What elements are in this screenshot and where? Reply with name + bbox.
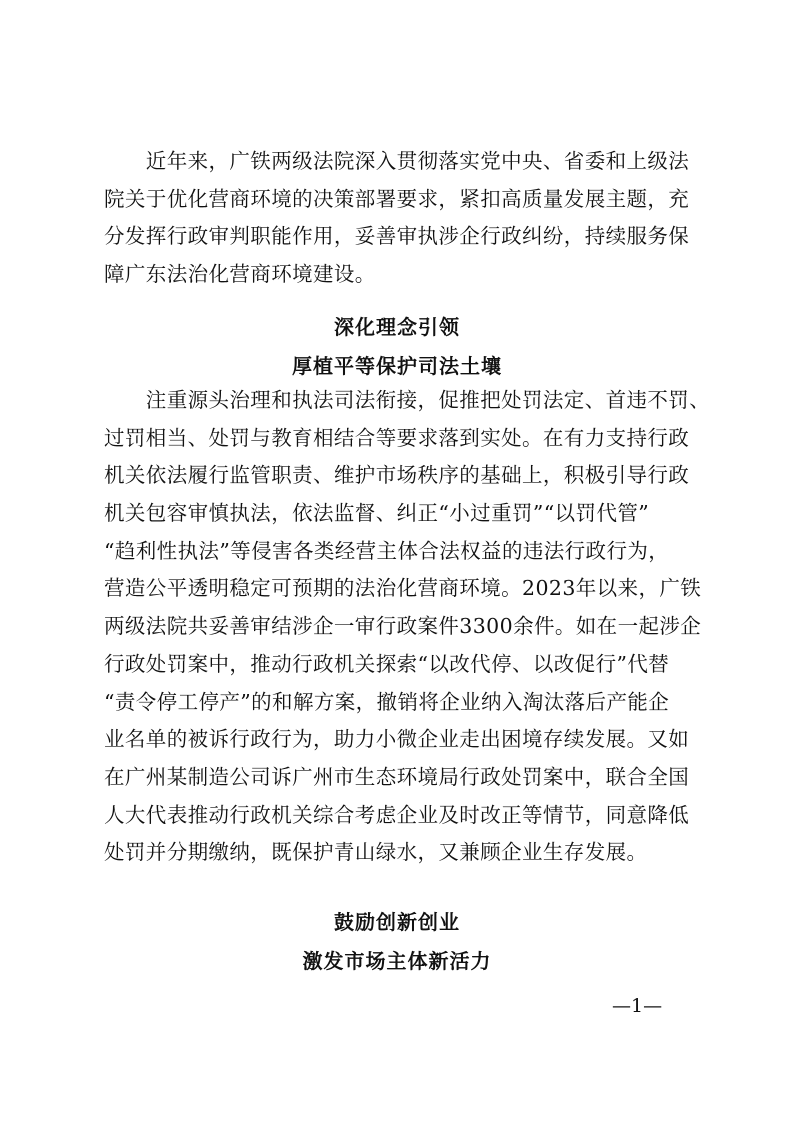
paragraph-line: 障广东法治化营商环境建设。 (104, 262, 376, 287)
intro-paragraph (104, 143, 690, 294)
paragraph-line: 行政处罚案中，推动行政机关探索“以改代停、以改促行”代替 (104, 651, 670, 676)
section1-paragraph (104, 382, 711, 872)
paragraph-line: “责令停工停产”的和解方案，撤销将企业纳入淘汰落后产能企 (104, 689, 670, 714)
paragraph-line: 业名单的被诉行政行为，助力小微企业走出困境存续发展。又如 (104, 727, 690, 752)
section1-heading-line2: 厚植平等保护司法土壤 (292, 354, 502, 378)
paragraph-line: 机关依法履行监管职责、维护市场秩序的基础上，积极引导行政 (104, 463, 690, 488)
section1-heading-line1: 深化理念引领 (334, 315, 460, 339)
paragraph-line: 分发挥行政审判职能作用，妥善审执涉企行政纠纷，持续服务保 (104, 224, 690, 249)
paragraph-line: 在广州某制造公司诉广州市生态环境局行政处罚案中，联合全国 (104, 764, 690, 789)
paragraph-line: 院关于优化营商环境的决策部署要求，紧扣高质量发展主题，充 (104, 186, 690, 211)
paragraph-line: “趋利性执法”等侵害各类经营主体合法权益的违法行政行为， (104, 538, 670, 563)
section2-heading-line1: 鼓励创新创业 (334, 910, 460, 934)
paragraph-line: 处罚并分期缴纳，既保护青山绿水，又兼顾企业生存发展。 (104, 840, 648, 865)
paragraph-line: 营造公平透明稳定可预期的法治化营商环境。2023年以来，广铁 (104, 576, 702, 601)
paragraph-line: 近年来，广铁两级法院深入贯彻落实党中央、省委和上级法 (104, 149, 690, 173)
paragraph-line: 人大代表推动行政机关综合考虑企业及时改正等情节，同意降低 (104, 802, 690, 827)
paragraph-line: 注重源头治理和执法司法衔接，促推把处罚法定、首违不罚、 (104, 388, 711, 412)
section2-heading-line2: 激发市场主体新活力 (302, 949, 492, 973)
paragraph-line: 两级法院共妥善审结涉企一审行政案件3300余件。如在一起涉企 (104, 614, 702, 639)
page-number: —1— (612, 995, 663, 1017)
paragraph-line: 机关包容审慎执法，依法监督、纠正“小过重罚”“以罚代管” (104, 501, 650, 526)
paragraph-line: 过罚相当、处罚与教育相结合等要求落到实处。在有力支持行政 (104, 425, 690, 450)
